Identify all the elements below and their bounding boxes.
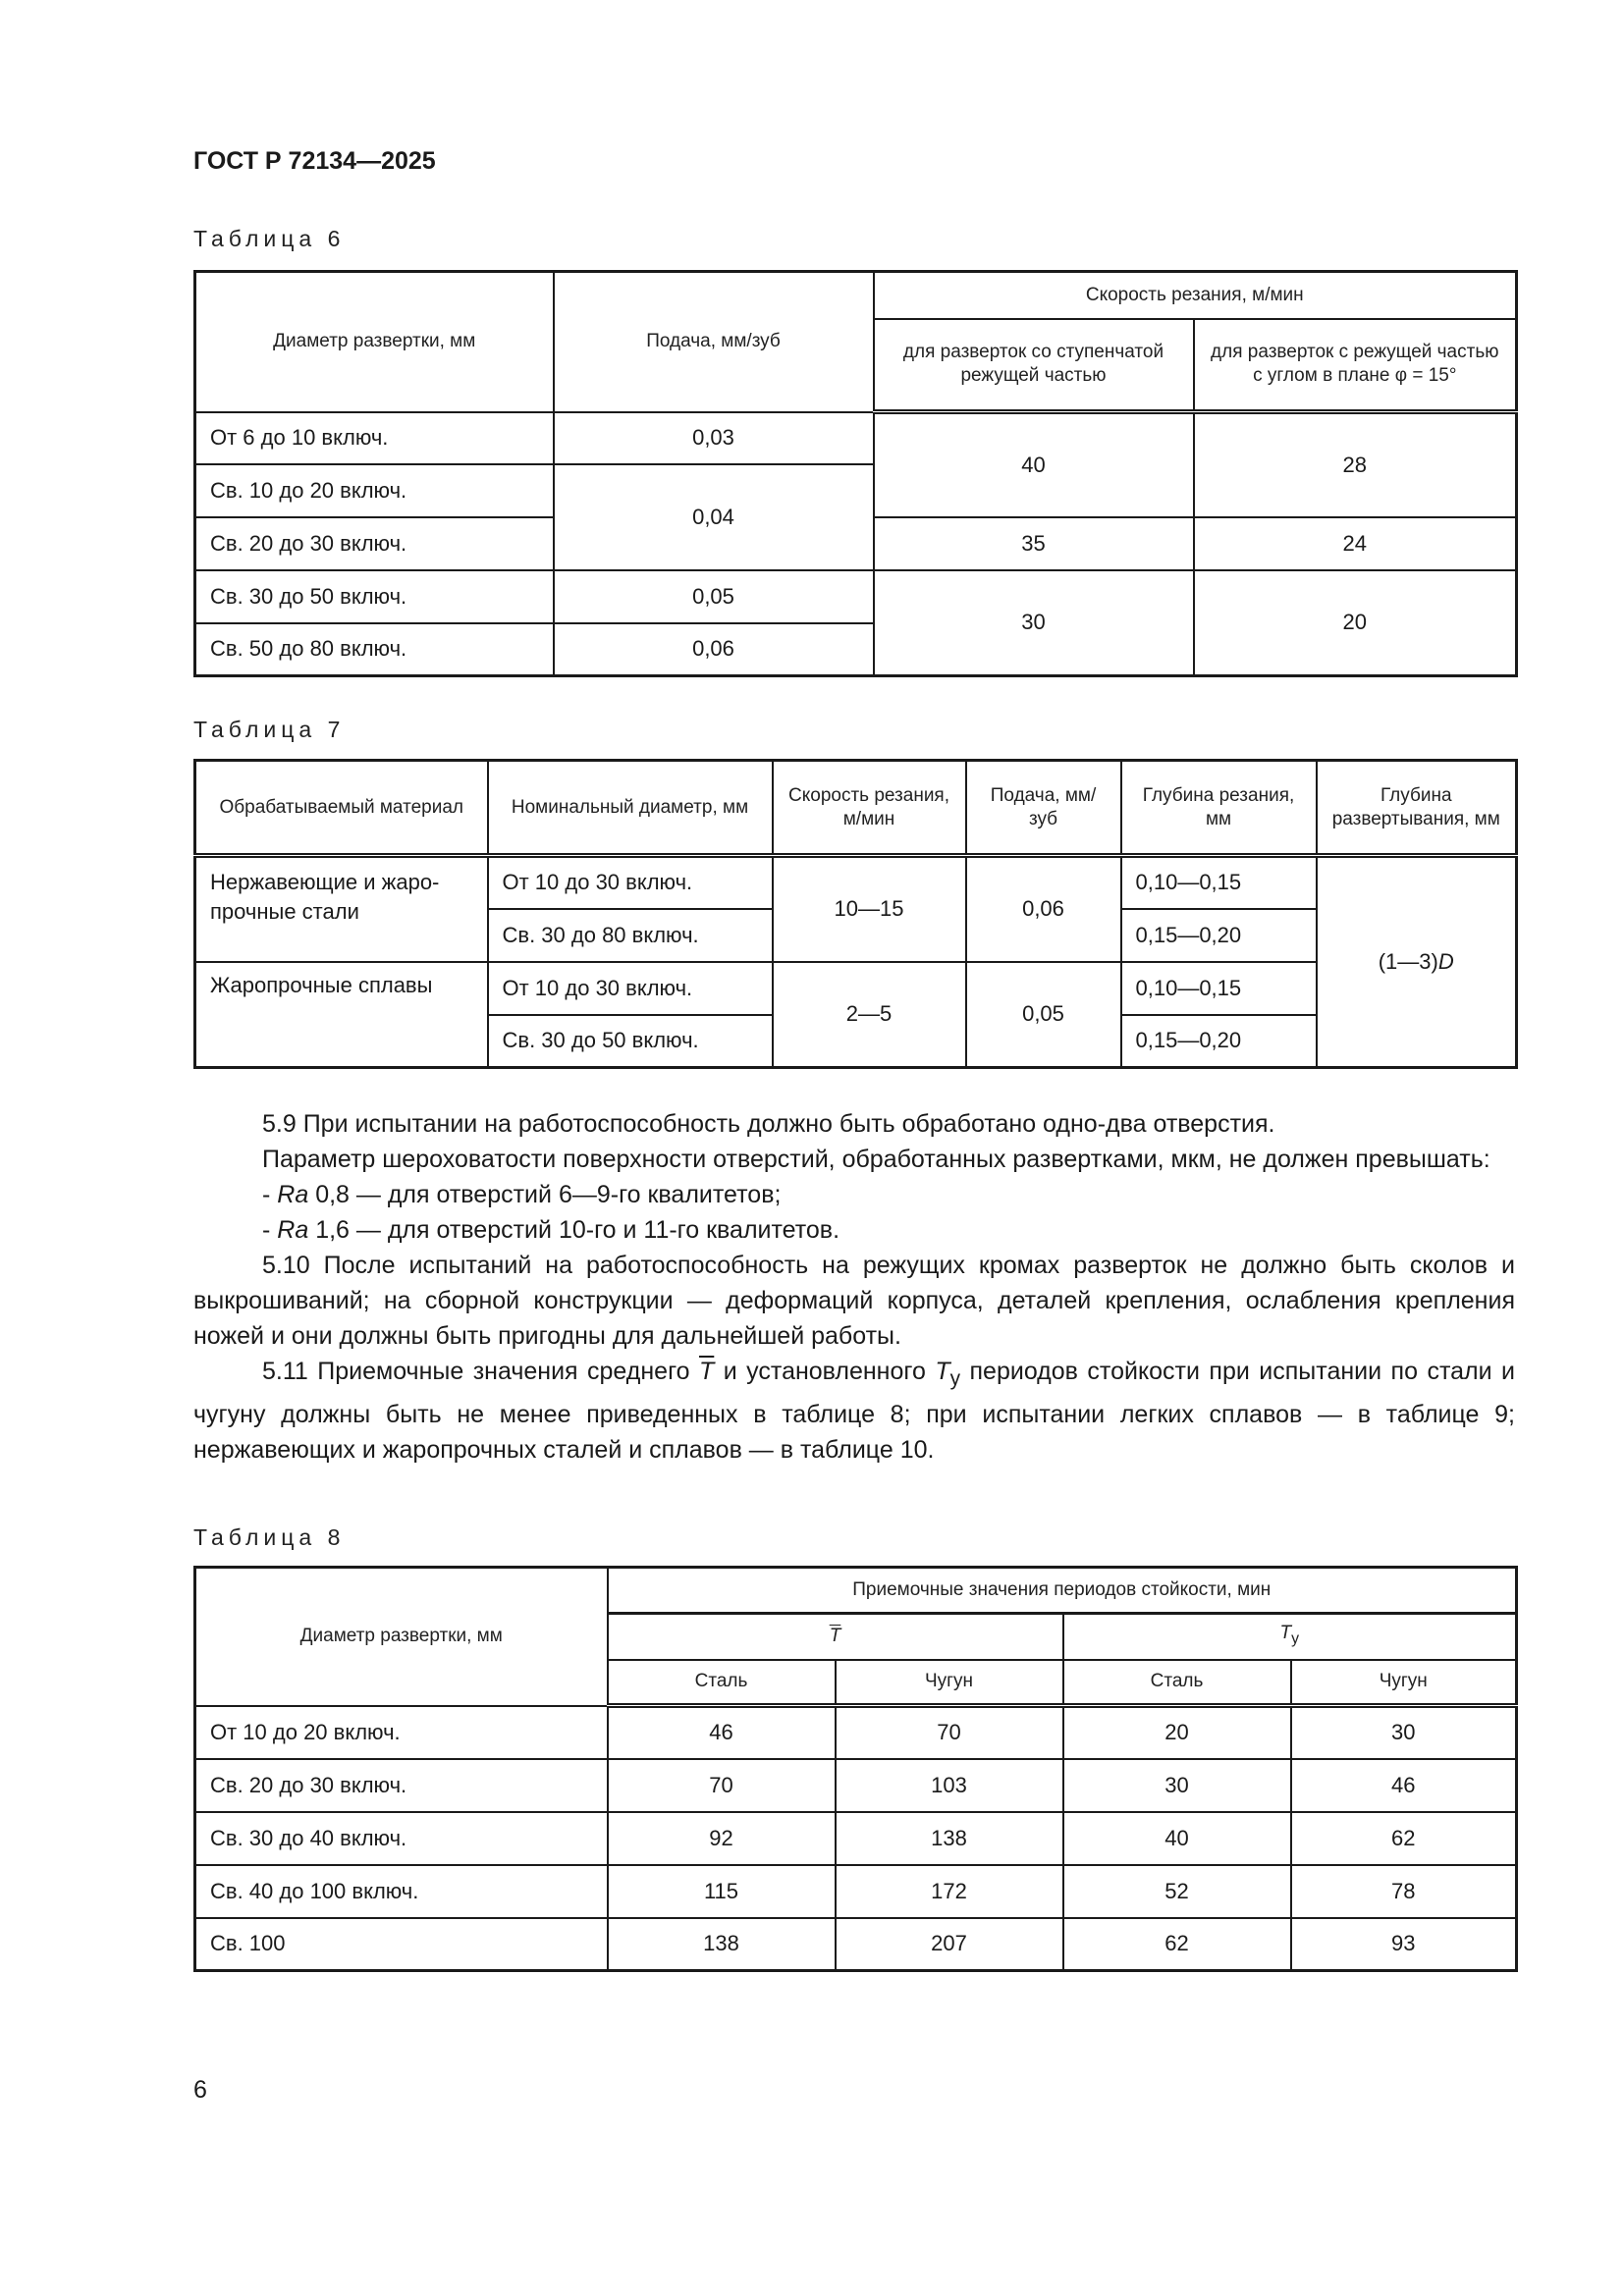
list-dash: - bbox=[262, 1216, 278, 1244]
table-6-label: Таблица 6 bbox=[193, 226, 346, 251]
cell-nominal-diameter: Св. 30 до 80 включ. bbox=[488, 909, 773, 962]
table-7 bbox=[193, 759, 1518, 1069]
cell-ty-steel: 52 bbox=[1063, 1865, 1291, 1918]
table-6-header-speed-angle: для разверток с режущей частью с углом в плане φ = 15° bbox=[1194, 319, 1517, 412]
cell-ty-iron: 46 bbox=[1291, 1759, 1517, 1812]
cell-cut-depth: 0,15—0,20 bbox=[1121, 909, 1317, 962]
table-6-header-diameter: Диаметр развертки, мм bbox=[195, 272, 554, 412]
cell-ty-iron: 30 bbox=[1291, 1706, 1517, 1759]
cell-speed: 10—15 bbox=[773, 856, 966, 962]
cell-ty-iron: 62 bbox=[1291, 1812, 1517, 1865]
ra-symbol: Ra bbox=[277, 1181, 309, 1208]
text: 5.11 Приемочные значения среднего bbox=[262, 1358, 700, 1385]
table-6-header-feed: Подача, мм/зуб bbox=[554, 272, 874, 412]
cell-material: Нержавеющие и жаро-прочные стали bbox=[195, 856, 488, 962]
table-row bbox=[195, 856, 1517, 909]
t-set-subscript: y bbox=[949, 1367, 961, 1390]
cell-ream-depth bbox=[1317, 856, 1517, 1068]
list-item bbox=[193, 1212, 1515, 1248]
table-7-label: Таблица 7 bbox=[193, 717, 346, 742]
cell-cut-depth: 0,10—0,15 bbox=[1121, 856, 1317, 909]
ream-depth-variable: D bbox=[1437, 949, 1454, 974]
cell-feed: 0,05 bbox=[554, 570, 874, 623]
cell-diameter: От 6 до 10 включ. bbox=[195, 412, 554, 464]
cell-speed-stepped: 40 bbox=[874, 412, 1194, 517]
cell-ty-steel: 20 bbox=[1063, 1706, 1291, 1759]
cell-diameter: Св. 20 до 30 включ. bbox=[195, 517, 554, 570]
cell-feed: 0,05 bbox=[966, 962, 1121, 1068]
cell-ty-steel: 30 bbox=[1063, 1759, 1291, 1812]
cell-feed: 0,06 bbox=[554, 623, 874, 676]
cell-diameter: Св. 30 до 50 включ. bbox=[195, 570, 554, 623]
list-item bbox=[193, 1177, 1515, 1212]
cell-diameter: Св. 20 до 30 включ. bbox=[195, 1759, 608, 1812]
cell-t-iron: 138 bbox=[836, 1812, 1063, 1865]
paragraph-5-9: 5.9 При испытании на работоспособность должно быть обработано одно-два отверстия. bbox=[262, 1110, 1275, 1138]
table-row bbox=[195, 1918, 1517, 1971]
cell-ty-steel: 62 bbox=[1063, 1918, 1291, 1971]
cell-t-iron: 103 bbox=[836, 1759, 1063, 1812]
cell-feed: 0,03 bbox=[554, 412, 874, 464]
t-set-symbol: T bbox=[1279, 1623, 1292, 1644]
table-7-header-feed: Подача, мм/зуб bbox=[966, 761, 1121, 856]
t-mean-symbol: $\overline{T}$ bbox=[829, 1626, 841, 1647]
cell-t-iron: 70 bbox=[836, 1706, 1063, 1759]
table-row bbox=[195, 1865, 1517, 1918]
cell-diameter: Св. 50 до 80 включ. bbox=[195, 623, 554, 676]
cell-t-steel: 46 bbox=[608, 1706, 836, 1759]
cell-cut-depth: 0,15—0,20 bbox=[1121, 1015, 1317, 1068]
cell-diameter: Св. 30 до 40 включ. bbox=[195, 1812, 608, 1865]
table-6-header-speed: Скорость резания, м/мин bbox=[874, 272, 1517, 319]
list-dash: - bbox=[262, 1181, 278, 1208]
ra-symbol: Ra bbox=[277, 1216, 309, 1244]
table-7-header-nominal-diameter: Номинальный диаметр, мм bbox=[488, 761, 773, 856]
cell-cut-depth: 0,10—0,15 bbox=[1121, 962, 1317, 1015]
cell-speed-stepped: 35 bbox=[874, 517, 1194, 570]
paragraph-roughness: Параметр шероховатости поверхности отверстий, обработанных развертками, мкм, не должен превышать: bbox=[262, 1146, 1490, 1173]
cell-nominal-diameter: От 10 до 30 включ. bbox=[488, 856, 773, 909]
table-row bbox=[195, 1812, 1517, 1865]
text: периодов стойкости при испытании по стали и чугуну должны быть не менее приведенных в таблице 8; при испытании легких сплавов — в таблице 9; нержавеющих и жаропрочных сталей и сплавов — в таблице 10. bbox=[193, 1358, 1515, 1464]
body-text bbox=[193, 1106, 1515, 1468]
cell-nominal-diameter: От 10 до 30 включ. bbox=[488, 962, 773, 1015]
cell-speed-angle: 24 bbox=[1194, 517, 1517, 570]
t-set-symbol: T bbox=[935, 1358, 950, 1385]
table-8-label: Таблица 8 bbox=[193, 1524, 346, 1550]
cell-t-steel: 70 bbox=[608, 1759, 836, 1812]
cell-nominal-diameter: Св. 30 до 50 включ. bbox=[488, 1015, 773, 1068]
cell-speed-stepped: 30 bbox=[874, 570, 1194, 676]
table-7-header-ream-depth: Глубина развертывания, мм bbox=[1317, 761, 1517, 856]
cell-ty-iron: 78 bbox=[1291, 1865, 1517, 1918]
table-8-header-t-iron: Чугун bbox=[836, 1660, 1063, 1706]
table-8-header-diameter: Диаметр развертки, мм bbox=[195, 1568, 608, 1706]
table-row bbox=[195, 412, 1517, 464]
table-7-header-cut-depth: Глубина резания, мм bbox=[1121, 761, 1317, 856]
cell-ty-steel: 40 bbox=[1063, 1812, 1291, 1865]
t-set-subscript: y bbox=[1291, 1630, 1300, 1648]
document-title: ГОСТ Р 72134—2025 bbox=[193, 147, 436, 175]
table-row bbox=[195, 1706, 1517, 1759]
paragraph-5-10: 5.10 После испытаний на работоспособность на режущих кромах разверток не должно быть сколов и выкрошиваний; на сборной конструкции — деформаций корпуса, деталей крепления, ослабления крепления ножей и они должны быть пригодны для дальнейшей работы. bbox=[193, 1252, 1515, 1350]
table-7-header-speed: Скорость резания, м/мин bbox=[773, 761, 966, 856]
list-text: 1,6 — для отверстий 10-го и 11-го квалитетов. bbox=[308, 1216, 840, 1244]
ream-depth-range: (1—3) bbox=[1378, 949, 1438, 974]
cell-feed: 0,06 bbox=[966, 856, 1121, 962]
cell-diameter: Св. 40 до 100 включ. bbox=[195, 1865, 608, 1918]
table-8 bbox=[193, 1566, 1518, 1972]
t-mean-symbol: $\overline{T}$ bbox=[699, 1358, 715, 1385]
list-text: 0,8 — для отверстий 6—9-го квалитетов; bbox=[308, 1181, 782, 1208]
page-number: 6 bbox=[193, 2076, 207, 2104]
cell-diameter: Св. 10 до 20 включ. bbox=[195, 464, 554, 517]
table-7-header-material: Обрабатываемый материал bbox=[195, 761, 488, 856]
table-8-header-t-set bbox=[1063, 1614, 1517, 1660]
table-6-header-speed-stepped: для разверток со ступенчатой режущей частью bbox=[874, 319, 1194, 412]
table-8-header-ty-steel: Сталь bbox=[1063, 1660, 1291, 1706]
table-8-header-t-steel: Сталь bbox=[608, 1660, 836, 1706]
table-row bbox=[195, 1759, 1517, 1812]
table-row bbox=[195, 570, 1517, 623]
table-6 bbox=[193, 270, 1518, 677]
cell-feed: 0,04 bbox=[554, 464, 874, 570]
cell-t-steel: 115 bbox=[608, 1865, 836, 1918]
cell-t-steel: 138 bbox=[608, 1918, 836, 1971]
paragraph-5-11 bbox=[193, 1354, 1515, 1468]
cell-ty-iron: 93 bbox=[1291, 1918, 1517, 1971]
cell-diameter: От 10 до 20 включ. bbox=[195, 1706, 608, 1759]
cell-diameter: Св. 100 bbox=[195, 1918, 608, 1971]
table-8-header-t-mean bbox=[608, 1614, 1063, 1660]
cell-t-steel: 92 bbox=[608, 1812, 836, 1865]
cell-t-iron: 172 bbox=[836, 1865, 1063, 1918]
cell-speed-angle: 28 bbox=[1194, 412, 1517, 517]
cell-t-iron: 207 bbox=[836, 1918, 1063, 1971]
text: и установленного bbox=[714, 1358, 936, 1385]
cell-material: Жаропрочные сплавы bbox=[195, 962, 488, 1068]
cell-speed: 2—5 bbox=[773, 962, 966, 1068]
cell-speed-angle: 20 bbox=[1194, 570, 1517, 676]
table-8-header-group: Приемочные значения периодов стойкости, мин bbox=[608, 1568, 1517, 1614]
table-8-header-ty-iron: Чугун bbox=[1291, 1660, 1517, 1706]
